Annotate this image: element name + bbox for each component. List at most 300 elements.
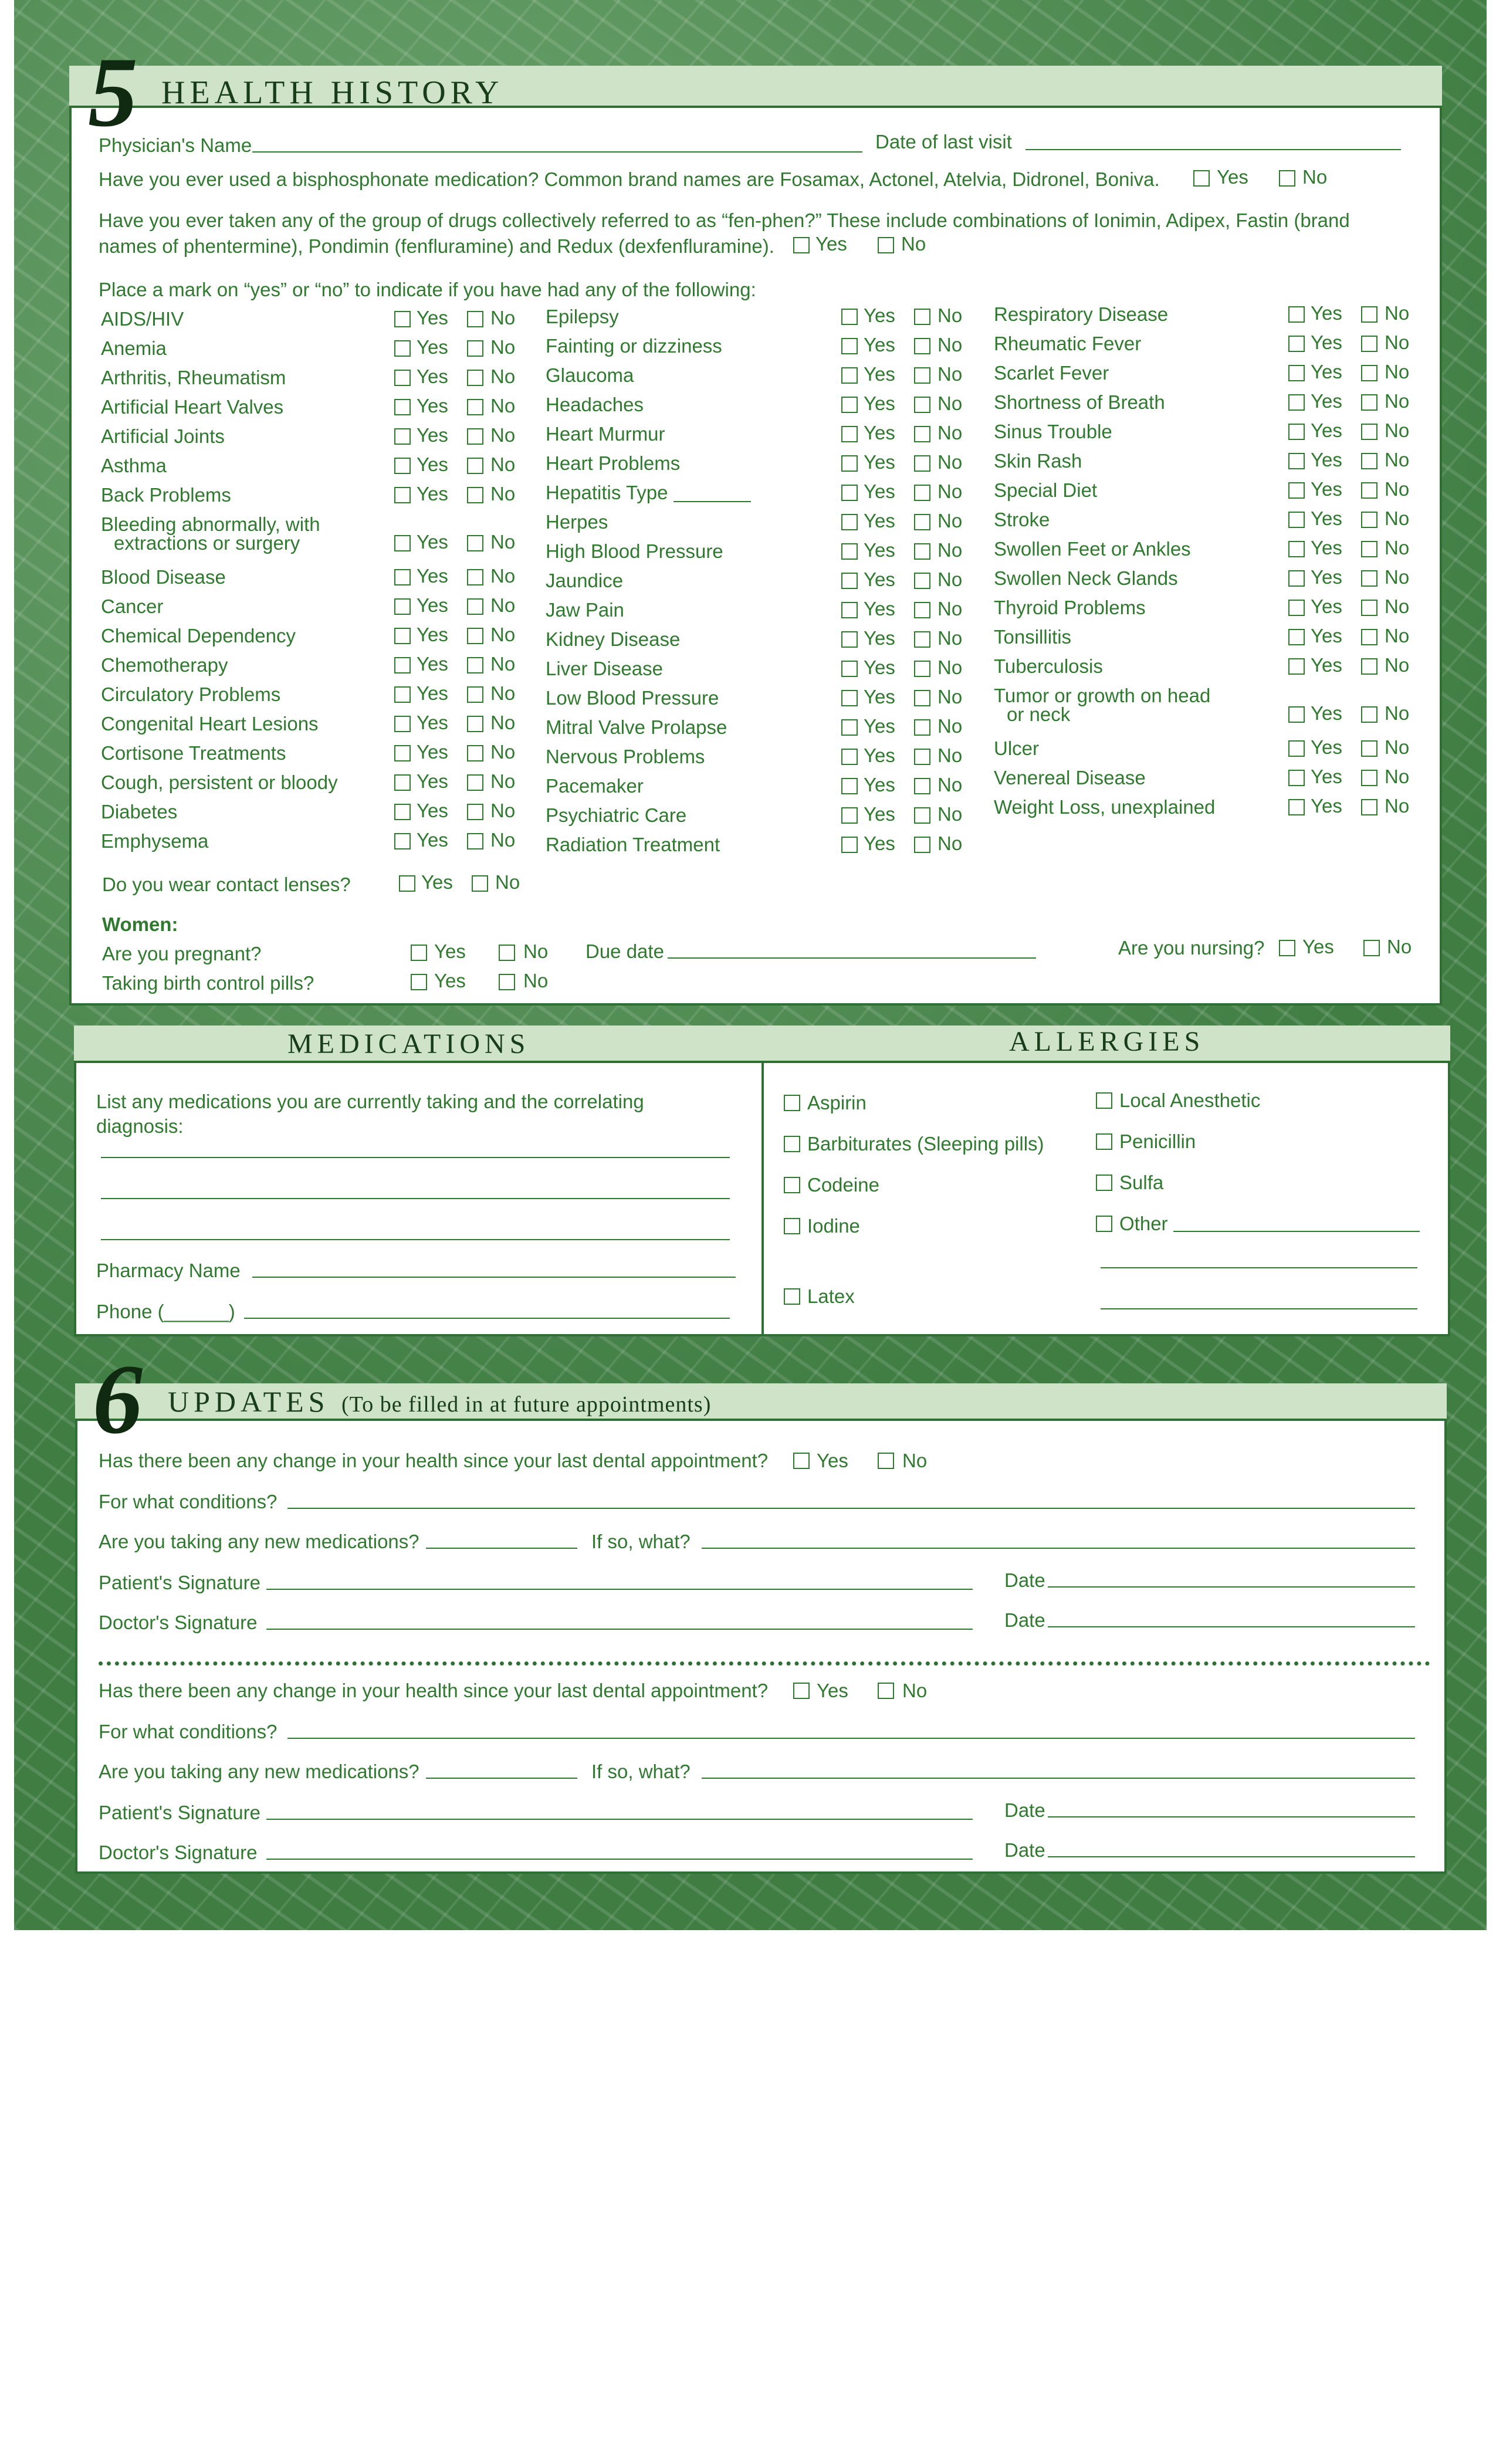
condition-yes-label: Yes bbox=[864, 715, 895, 737]
condition-no-checkbox[interactable] bbox=[914, 602, 930, 618]
health-history-title: HEALTH HISTORY bbox=[161, 75, 504, 111]
condition-label-diabetes: Diabetes bbox=[101, 801, 178, 823]
condition-yes-checkbox[interactable] bbox=[394, 628, 411, 644]
bisphosphonate-yes-label: Yes bbox=[1217, 166, 1248, 188]
condition-no-label: No bbox=[1385, 625, 1410, 647]
condition-yes-label: Yes bbox=[417, 770, 448, 792]
bisphosphonate-no-label: No bbox=[1302, 166, 1328, 188]
condition-yes-label: Yes bbox=[864, 627, 895, 649]
condition-label-cough-persistent-or-bloody: Cough, persistent or bloody bbox=[101, 771, 338, 793]
update-2-if-so-label: If so, what? bbox=[591, 1761, 691, 1782]
condition-label-stroke: Stroke bbox=[994, 509, 1050, 530]
condition-yes-checkbox[interactable] bbox=[841, 367, 858, 384]
phone-field[interactable] bbox=[244, 1318, 730, 1319]
update-1-if-so-field[interactable] bbox=[702, 1548, 1415, 1549]
condition-no-checkbox[interactable] bbox=[1361, 394, 1377, 411]
condition-yes-checkbox[interactable] bbox=[841, 485, 858, 501]
allergy-latex-checkbox[interactable] bbox=[784, 1288, 800, 1305]
condition-no-label: No bbox=[937, 568, 963, 590]
condition-yes-checkbox[interactable] bbox=[394, 745, 411, 761]
condition-label-radiation-treatment: Radiation Treatment bbox=[546, 834, 720, 855]
allergy-codeine-checkbox[interactable] bbox=[784, 1177, 800, 1193]
allergy-aspirin-checkbox[interactable] bbox=[784, 1095, 800, 1111]
condition-label-jaw-pain: Jaw Pain bbox=[546, 599, 624, 621]
condition-no-checkbox[interactable] bbox=[914, 426, 930, 442]
condition-no-checkbox[interactable] bbox=[914, 837, 930, 853]
update-1-if-so-label: If so, what? bbox=[591, 1531, 691, 1552]
allergy-other-checkbox[interactable] bbox=[1096, 1216, 1112, 1232]
condition-yes-label: Yes bbox=[864, 422, 895, 444]
update-1-yes-checkbox[interactable] bbox=[793, 1453, 810, 1469]
condition-yes-label: Yes bbox=[417, 531, 448, 553]
update-2-patient-signature-field[interactable] bbox=[266, 1819, 973, 1820]
fenphen-no-label: No bbox=[901, 233, 926, 255]
condition-no-checkbox[interactable] bbox=[467, 774, 483, 791]
phone-label: Phone (______) bbox=[96, 1301, 235, 1322]
allergy-penicillin-checkbox[interactable] bbox=[1096, 1133, 1112, 1150]
condition-yes-checkbox[interactable] bbox=[841, 573, 858, 589]
condition-no-checkbox[interactable] bbox=[914, 514, 930, 530]
condition-yes-checkbox[interactable] bbox=[841, 338, 858, 354]
condition-no-checkbox[interactable] bbox=[467, 833, 483, 849]
update-2-doctor-signature-field[interactable] bbox=[266, 1859, 973, 1860]
update-2-patient-date-field[interactable] bbox=[1048, 1816, 1415, 1817]
medication-line-1[interactable] bbox=[101, 1157, 730, 1158]
condition-yes-label: Yes bbox=[864, 774, 895, 796]
condition-yes-checkbox[interactable] bbox=[394, 311, 411, 327]
condition-no-checkbox[interactable] bbox=[1361, 336, 1377, 352]
condition-no-checkbox[interactable] bbox=[914, 661, 930, 677]
condition-yes-checkbox[interactable] bbox=[394, 458, 411, 474]
condition-no-checkbox[interactable] bbox=[914, 309, 930, 325]
condition-no-checkbox[interactable] bbox=[467, 804, 483, 820]
condition-yes-checkbox[interactable] bbox=[1288, 629, 1305, 645]
fenphen-no-checkbox[interactable] bbox=[878, 237, 894, 253]
updates-subtitle: (To be filled in at future appointments) bbox=[341, 1392, 712, 1417]
bisphosphonate-no-checkbox[interactable] bbox=[1279, 170, 1295, 187]
condition-no-label: No bbox=[490, 395, 516, 417]
condition-label-ulcer: Ulcer bbox=[994, 737, 1040, 759]
update-1-patient-date-field[interactable] bbox=[1048, 1586, 1415, 1588]
condition-label-anemia: Anemia bbox=[101, 337, 167, 359]
condition-no-checkbox[interactable] bbox=[467, 370, 483, 386]
condition-yes-checkbox[interactable] bbox=[394, 833, 411, 849]
condition-no-checkbox[interactable] bbox=[467, 458, 483, 474]
condition-label-sinus-trouble: Sinus Trouble bbox=[994, 421, 1112, 442]
condition-no-checkbox[interactable] bbox=[1361, 570, 1377, 587]
condition-yes-checkbox[interactable] bbox=[841, 397, 858, 413]
condition-no-label: No bbox=[937, 422, 963, 444]
birth-control-yes-checkbox[interactable] bbox=[411, 974, 427, 990]
condition-no-checkbox[interactable] bbox=[914, 749, 930, 765]
condition-yes-checkbox[interactable] bbox=[841, 543, 858, 560]
women-label: Women: bbox=[102, 913, 178, 935]
condition-label-cancer: Cancer bbox=[101, 595, 164, 617]
condition-no-checkbox[interactable] bbox=[914, 455, 930, 472]
condition-yes-label: Yes bbox=[864, 539, 895, 561]
allergy-latex-label: Latex bbox=[807, 1285, 855, 1307]
last-visit-field[interactable] bbox=[1025, 149, 1401, 150]
condition-no-checkbox[interactable] bbox=[467, 598, 483, 615]
section-number-6: 6 bbox=[93, 1344, 143, 1454]
update-1-yes-label: Yes bbox=[817, 1450, 848, 1471]
condition-no-label: No bbox=[937, 744, 963, 766]
update-1-doctor-date-field[interactable] bbox=[1048, 1626, 1415, 1627]
updates-title bbox=[168, 1387, 711, 1416]
condition-no-checkbox[interactable] bbox=[467, 311, 483, 327]
condition-label-kidney-disease: Kidney Disease bbox=[546, 628, 681, 650]
condition-yes-label: Yes bbox=[417, 800, 448, 821]
condition-label-asthma: Asthma bbox=[101, 455, 167, 476]
condition-yes-checkbox[interactable] bbox=[394, 487, 411, 503]
contacts-yes-checkbox[interactable] bbox=[399, 875, 415, 892]
update-1-patient-signature-field[interactable] bbox=[266, 1589, 973, 1590]
condition-yes-checkbox[interactable] bbox=[841, 514, 858, 530]
condition-no-checkbox[interactable] bbox=[1361, 512, 1377, 528]
condition-yes-label: Yes bbox=[1311, 795, 1342, 817]
allergy-local-anesthetic-label: Local Anesthetic bbox=[1119, 1089, 1261, 1111]
condition-no-checkbox[interactable] bbox=[1361, 740, 1377, 757]
allergy-sulfa-label: Sulfa bbox=[1119, 1172, 1164, 1193]
condition-yes-checkbox[interactable] bbox=[841, 778, 858, 794]
condition-label-headaches: Headaches bbox=[546, 394, 644, 415]
condition-no-checkbox[interactable] bbox=[467, 628, 483, 644]
condition-yes-checkbox[interactable] bbox=[841, 807, 858, 824]
birth-control-no-checkbox[interactable] bbox=[499, 974, 515, 990]
condition-no-checkbox[interactable] bbox=[1361, 365, 1377, 381]
condition-no-checkbox[interactable] bbox=[914, 631, 930, 648]
allergy-sulfa-checkbox[interactable] bbox=[1096, 1175, 1112, 1191]
condition-no-label: No bbox=[1385, 702, 1410, 724]
condition-label-fainting-or-dizziness: Fainting or dizziness bbox=[546, 335, 722, 357]
medication-line-3[interactable] bbox=[101, 1239, 730, 1240]
condition-yes-checkbox[interactable] bbox=[1288, 541, 1305, 557]
condition-yes-label: Yes bbox=[417, 453, 448, 475]
condition-yes-label: Yes bbox=[1311, 449, 1342, 471]
condition-yes-checkbox[interactable] bbox=[1288, 740, 1305, 757]
update-2-yes-checkbox[interactable] bbox=[793, 1683, 810, 1699]
update-1-new-meds-field[interactable] bbox=[426, 1548, 577, 1549]
fenphen-yes-checkbox[interactable] bbox=[793, 237, 810, 253]
bisphosphonate-yes-checkbox[interactable] bbox=[1193, 170, 1210, 187]
condition-label-heart-murmur: Heart Murmur bbox=[546, 423, 665, 445]
condition-label-scarlet-fever: Scarlet Fever bbox=[994, 362, 1109, 384]
allergy-barbiturates-sleeping-pills-checkbox[interactable] bbox=[784, 1136, 800, 1152]
condition-yes-checkbox[interactable] bbox=[841, 837, 858, 853]
update-1-conditions-field[interactable] bbox=[287, 1508, 1415, 1509]
condition-no-checkbox[interactable] bbox=[467, 428, 483, 445]
condition-no-checkbox[interactable] bbox=[467, 657, 483, 673]
allergy-local-anesthetic-checkbox[interactable] bbox=[1096, 1092, 1112, 1109]
condition-no-checkbox[interactable] bbox=[467, 399, 483, 415]
condition-label-circulatory-problems: Circulatory Problems bbox=[101, 683, 281, 705]
condition-no-label: No bbox=[1385, 507, 1410, 529]
condition-no-checkbox[interactable] bbox=[914, 397, 930, 413]
condition-yes-checkbox[interactable] bbox=[394, 598, 411, 615]
condition-yes-checkbox[interactable] bbox=[394, 804, 411, 820]
condition-yes-label: Yes bbox=[417, 829, 448, 851]
condition-yes-label: Yes bbox=[417, 365, 448, 387]
condition-yes-checkbox[interactable] bbox=[841, 690, 858, 706]
condition-label-cortisone-treatments: Cortisone Treatments bbox=[101, 742, 286, 764]
condition-yes-checkbox[interactable] bbox=[1288, 394, 1305, 411]
condition-no-checkbox[interactable] bbox=[914, 807, 930, 824]
condition-yes-checkbox[interactable] bbox=[1288, 482, 1305, 499]
condition-no-label: No bbox=[937, 715, 963, 737]
condition-yes-checkbox[interactable] bbox=[394, 399, 411, 415]
condition-no-checkbox[interactable] bbox=[467, 745, 483, 761]
due-date-field[interactable] bbox=[668, 957, 1036, 959]
bisphosphonate-question: Have you ever used a bisphosphonate medication? Common brand names are Fosamax, Actonel, Atelvia, Didronel, Boniva. bbox=[99, 168, 1160, 190]
allergies-title: ALLERGIES bbox=[1009, 1026, 1205, 1057]
updates-divider bbox=[99, 1661, 1430, 1666]
condition-yes-label: Yes bbox=[864, 363, 895, 385]
condition-no-label: No bbox=[490, 712, 516, 733]
medications-panel bbox=[74, 1025, 764, 1336]
condition-no-label: No bbox=[937, 539, 963, 561]
condition-yes-checkbox[interactable] bbox=[394, 535, 411, 551]
condition-no-checkbox[interactable] bbox=[1361, 629, 1377, 645]
condition-no-checkbox[interactable] bbox=[1361, 424, 1377, 440]
condition-yes-checkbox[interactable] bbox=[1288, 424, 1305, 440]
condition-label-congenital-heart-lesions: Congenital Heart Lesions bbox=[101, 713, 319, 735]
condition-no-label: No bbox=[490, 829, 516, 851]
condition-no-label: No bbox=[937, 832, 963, 854]
update-1-doctor-signature-field[interactable] bbox=[266, 1629, 973, 1630]
condition-no-checkbox[interactable] bbox=[1361, 600, 1377, 616]
condition-yes-checkbox[interactable] bbox=[841, 426, 858, 442]
condition-yes-label: Yes bbox=[1311, 736, 1342, 758]
allergy-aspirin-label: Aspirin bbox=[807, 1092, 867, 1113]
condition-label-low-blood-pressure: Low Blood Pressure bbox=[546, 687, 719, 709]
medication-line-2[interactable] bbox=[101, 1198, 730, 1199]
allergy-other-line-2[interactable] bbox=[1101, 1267, 1417, 1268]
update-2-conditions-field[interactable] bbox=[287, 1738, 1415, 1739]
condition-no-checkbox[interactable] bbox=[1361, 770, 1377, 786]
pregnant-yes-checkbox[interactable] bbox=[411, 945, 427, 961]
condition-yes-checkbox[interactable] bbox=[1288, 706, 1305, 723]
allergy-other-field[interactable] bbox=[1173, 1231, 1420, 1232]
update-1-no-checkbox[interactable] bbox=[878, 1453, 894, 1469]
pregnant-no-label: No bbox=[523, 940, 549, 962]
condition-yes-checkbox[interactable] bbox=[394, 657, 411, 673]
condition-no-label: No bbox=[1385, 654, 1410, 676]
condition-yes-checkbox[interactable] bbox=[1288, 336, 1305, 352]
condition-no-checkbox[interactable] bbox=[1361, 658, 1377, 675]
condition-yes-checkbox[interactable] bbox=[394, 716, 411, 732]
condition-label-swollen-feet-or-ankles: Swollen Feet or Ankles bbox=[994, 538, 1191, 560]
update-2-patient-date-label: Date bbox=[1004, 1799, 1045, 1821]
physician-name-field[interactable] bbox=[252, 151, 862, 153]
condition-label-artificial-heart-valves: Artificial Heart Valves bbox=[101, 396, 284, 418]
condition-no-checkbox[interactable] bbox=[914, 367, 930, 384]
update-2-patient-signature-label: Patient's Signature bbox=[99, 1802, 260, 1823]
condition-yes-checkbox[interactable] bbox=[1288, 570, 1305, 587]
condition-label-extractions-or-surgery: extractions or surgery bbox=[114, 532, 300, 554]
condition-no-label: No bbox=[490, 336, 516, 358]
condition-label-thyroid-problems: Thyroid Problems bbox=[994, 597, 1146, 618]
condition-yes-checkbox[interactable] bbox=[841, 719, 858, 736]
updates-title-text: UPDATES bbox=[168, 1385, 330, 1418]
condition-no-label: No bbox=[937, 598, 963, 620]
condition-no-checkbox[interactable] bbox=[914, 485, 930, 501]
allergy-other-line-3[interactable] bbox=[1101, 1308, 1417, 1309]
condition-no-checkbox[interactable] bbox=[467, 340, 483, 357]
condition-no-label: No bbox=[490, 770, 516, 792]
condition-yes-checkbox[interactable] bbox=[1288, 658, 1305, 675]
medications-prompt-line2: diagnosis: bbox=[96, 1115, 184, 1137]
condition-yes-label: Yes bbox=[417, 653, 448, 675]
contacts-yes-label: Yes bbox=[421, 871, 453, 893]
condition-yes-checkbox[interactable] bbox=[394, 569, 411, 585]
condition-yes-label: Yes bbox=[417, 682, 448, 704]
condition-no-label: No bbox=[490, 800, 516, 821]
hepatitis-type-field[interactable] bbox=[673, 501, 751, 502]
fenphen-question-line1: Have you ever taken any of the group of drugs collectively referred to as “fen-phen?” These include combinations of Ionimin, Adipex, Fastin (brand bbox=[99, 209, 1350, 231]
condition-no-checkbox[interactable] bbox=[914, 338, 930, 354]
condition-label-artificial-joints: Artificial Joints bbox=[101, 425, 225, 447]
condition-no-label: No bbox=[937, 656, 963, 678]
update-1-patient-date-label: Date bbox=[1004, 1569, 1045, 1591]
condition-yes-label: Yes bbox=[864, 334, 895, 356]
nursing-no-checkbox[interactable] bbox=[1363, 940, 1380, 956]
condition-no-label: No bbox=[490, 624, 516, 645]
condition-no-checkbox[interactable] bbox=[1361, 482, 1377, 499]
condition-label-back-problems: Back Problems bbox=[101, 484, 231, 506]
condition-no-checkbox[interactable] bbox=[1361, 306, 1377, 323]
allergy-iodine-checkbox[interactable] bbox=[784, 1218, 800, 1234]
condition-no-checkbox[interactable] bbox=[467, 535, 483, 551]
pregnant-yes-label: Yes bbox=[434, 940, 466, 962]
pregnant-no-checkbox[interactable] bbox=[499, 945, 515, 961]
condition-no-checkbox[interactable] bbox=[914, 719, 930, 736]
condition-label-high-blood-pressure: High Blood Pressure bbox=[546, 540, 723, 562]
update-1-new-meds-question: Are you taking any new medications? bbox=[99, 1531, 419, 1552]
condition-no-checkbox[interactable] bbox=[1361, 453, 1377, 469]
update-1-doctor-date-label: Date bbox=[1004, 1609, 1045, 1631]
condition-yes-label: Yes bbox=[417, 565, 448, 587]
condition-yes-checkbox[interactable] bbox=[841, 661, 858, 677]
condition-no-label: No bbox=[937, 686, 963, 708]
update-1-change-question: Has there been any change in your health since your last dental appointment? bbox=[99, 1450, 769, 1471]
update-2-conditions-label: For what conditions? bbox=[99, 1721, 277, 1742]
condition-no-label: No bbox=[937, 392, 963, 414]
section-number-5: 5 bbox=[88, 37, 138, 147]
condition-yes-checkbox[interactable] bbox=[841, 309, 858, 325]
condition-no-checkbox[interactable] bbox=[467, 686, 483, 703]
condition-yes-label: Yes bbox=[864, 686, 895, 708]
update-2-no-checkbox[interactable] bbox=[878, 1683, 894, 1699]
condition-no-checkbox[interactable] bbox=[914, 573, 930, 589]
condition-no-label: No bbox=[937, 627, 963, 649]
contacts-no-checkbox[interactable] bbox=[472, 875, 488, 892]
condition-yes-checkbox[interactable] bbox=[841, 631, 858, 648]
condition-no-label: No bbox=[490, 565, 516, 587]
condition-yes-label: Yes bbox=[864, 744, 895, 766]
condition-yes-checkbox[interactable] bbox=[841, 602, 858, 618]
condition-no-label: No bbox=[490, 653, 516, 675]
condition-label-shortness-of-breath: Shortness of Breath bbox=[994, 391, 1165, 413]
condition-label-emphysema: Emphysema bbox=[101, 830, 209, 852]
nursing-yes-checkbox[interactable] bbox=[1279, 940, 1295, 956]
condition-yes-label: Yes bbox=[1311, 361, 1342, 383]
condition-label-bleeding-abnormally-with: Bleeding abnormally, with bbox=[101, 513, 320, 535]
condition-label-pacemaker: Pacemaker bbox=[546, 775, 644, 797]
condition-yes-checkbox[interactable] bbox=[1288, 453, 1305, 469]
condition-no-label: No bbox=[937, 334, 963, 356]
condition-yes-checkbox[interactable] bbox=[394, 370, 411, 386]
allergy-codeine-label: Codeine bbox=[807, 1174, 879, 1196]
update-1-conditions-label: For what conditions? bbox=[99, 1491, 277, 1512]
condition-no-label: No bbox=[1385, 766, 1410, 787]
condition-label-rheumatic-fever: Rheumatic Fever bbox=[994, 333, 1142, 354]
birth-control-yes-label: Yes bbox=[434, 970, 466, 991]
condition-yes-label: Yes bbox=[417, 336, 448, 358]
condition-yes-checkbox[interactable] bbox=[394, 340, 411, 357]
pharmacy-field[interactable] bbox=[252, 1277, 736, 1278]
condition-no-label: No bbox=[937, 363, 963, 385]
condition-yes-checkbox[interactable] bbox=[1288, 512, 1305, 528]
fenphen-yes-label: Yes bbox=[815, 233, 847, 255]
condition-yes-label: Yes bbox=[417, 424, 448, 446]
update-2-doctor-date-field[interactable] bbox=[1048, 1856, 1415, 1857]
condition-no-checkbox[interactable] bbox=[467, 569, 483, 585]
condition-no-checkbox[interactable] bbox=[914, 543, 930, 560]
condition-label-liver-disease: Liver Disease bbox=[546, 658, 663, 679]
nursing-yes-label: Yes bbox=[1302, 936, 1334, 957]
condition-yes-checkbox[interactable] bbox=[841, 455, 858, 472]
condition-no-checkbox[interactable] bbox=[914, 690, 930, 706]
contacts-no-label: No bbox=[495, 871, 520, 893]
condition-yes-label: Yes bbox=[417, 483, 448, 505]
nursing-question: Are you nursing? bbox=[1118, 937, 1265, 959]
condition-no-checkbox[interactable] bbox=[1361, 799, 1377, 815]
condition-no-label: No bbox=[490, 741, 516, 763]
conditions-instruction: Place a mark on “yes” or “no” to indicate if you have had any of the following: bbox=[99, 279, 756, 300]
condition-no-checkbox[interactable] bbox=[467, 487, 483, 503]
condition-yes-label: Yes bbox=[1311, 595, 1342, 617]
condition-no-checkbox[interactable] bbox=[467, 716, 483, 732]
condition-yes-checkbox[interactable] bbox=[1288, 600, 1305, 616]
condition-label-hepatitis-type: Hepatitis Type bbox=[546, 482, 668, 503]
condition-no-label: No bbox=[490, 483, 516, 505]
birth-control-no-label: No bbox=[523, 970, 549, 991]
condition-yes-label: Yes bbox=[864, 392, 895, 414]
condition-yes-checkbox[interactable] bbox=[1288, 770, 1305, 786]
condition-yes-label: Yes bbox=[1311, 625, 1342, 647]
update-2-new-meds-field[interactable] bbox=[426, 1778, 577, 1779]
update-2-if-so-field[interactable] bbox=[702, 1778, 1415, 1779]
condition-yes-label: Yes bbox=[864, 803, 895, 825]
condition-no-checkbox[interactable] bbox=[1361, 541, 1377, 557]
condition-no-checkbox[interactable] bbox=[1361, 706, 1377, 723]
condition-label-chemotherapy: Chemotherapy bbox=[101, 654, 228, 676]
condition-label-glaucoma: Glaucoma bbox=[546, 364, 634, 386]
condition-yes-checkbox[interactable] bbox=[1288, 799, 1305, 815]
condition-yes-checkbox[interactable] bbox=[394, 774, 411, 791]
condition-no-label: No bbox=[490, 531, 516, 553]
condition-yes-checkbox[interactable] bbox=[1288, 306, 1305, 323]
condition-yes-checkbox[interactable] bbox=[394, 428, 411, 445]
condition-yes-checkbox[interactable] bbox=[394, 686, 411, 703]
condition-yes-checkbox[interactable] bbox=[841, 749, 858, 765]
condition-yes-checkbox[interactable] bbox=[1288, 365, 1305, 381]
update-2-yes-label: Yes bbox=[817, 1680, 848, 1701]
condition-label-tumor-or-growth-on-head: Tumor or growth on head bbox=[994, 685, 1211, 706]
condition-no-checkbox[interactable] bbox=[914, 778, 930, 794]
allergy-other-label: Other bbox=[1119, 1213, 1168, 1234]
condition-label-chemical-dependency: Chemical Dependency bbox=[101, 625, 296, 647]
